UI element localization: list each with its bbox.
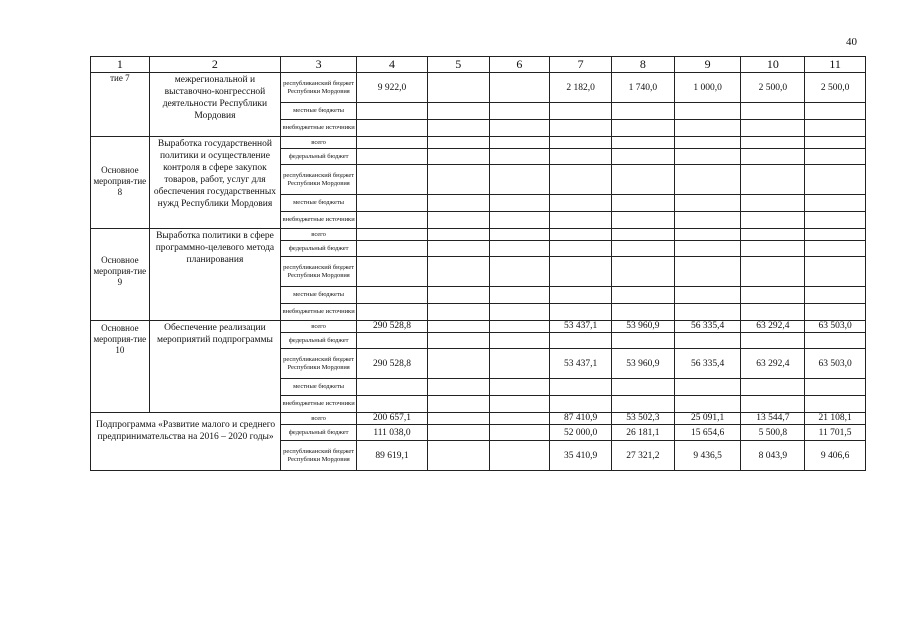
value-cell-c7: 53 437,1 [550, 349, 612, 379]
value-cell-c9: 56 335,4 [674, 349, 741, 379]
value-cell-c10 [741, 229, 805, 241]
value-cell-c7 [550, 229, 612, 241]
value-cell-c4 [357, 333, 428, 349]
value-cell-c6 [489, 321, 550, 333]
funding-source: всего [281, 321, 357, 333]
value-cell-c9 [674, 287, 741, 304]
activity-description: Выработка государственной политики и осуществление контроля в сфере закупок товаров, работ, услуг для обеспечения государственных нужд Республики Мордовия [149, 137, 281, 229]
value-cell-c5 [427, 425, 489, 441]
header-cell: 8 [611, 57, 674, 73]
funding-source: республиканский бюджет Республики Мордовия [281, 165, 357, 195]
value-cell-c4: 200 657,1 [357, 413, 428, 425]
table-row [91, 73, 866, 103]
value-cell-c5 [427, 349, 489, 379]
value-cell-c11 [805, 165, 866, 195]
value-cell-c11 [805, 379, 866, 396]
funding-source: внебюджетные источники [281, 120, 357, 137]
value-cell-c9 [674, 103, 741, 120]
value-cell-c4 [357, 149, 428, 165]
value-cell-c10 [741, 137, 805, 149]
value-cell-c8 [611, 137, 674, 149]
value-cell-c4 [357, 396, 428, 413]
value-cell-c10 [741, 103, 805, 120]
value-cell-c8 [611, 333, 674, 349]
value-cell-c6 [489, 396, 550, 413]
value-cell-c5 [427, 195, 489, 212]
value-cell-c9 [674, 137, 741, 149]
value-cell-c8: 53 502,3 [611, 413, 674, 425]
value-cell-c11 [805, 195, 866, 212]
value-cell-c6 [489, 333, 550, 349]
value-cell-c7 [550, 257, 612, 287]
value-cell-c5 [427, 287, 489, 304]
value-cell-c6 [489, 287, 550, 304]
value-cell-c7 [550, 379, 612, 396]
value-cell-c9 [674, 120, 741, 137]
value-cell-c6 [489, 120, 550, 137]
funding-source: всего [281, 137, 357, 149]
value-cell-c6 [489, 257, 550, 287]
funding-source: республиканский бюджет Республики Мордовия [281, 441, 357, 471]
value-cell-c10 [741, 241, 805, 257]
value-cell-c9 [674, 165, 741, 195]
value-cell-c9 [674, 379, 741, 396]
value-cell-c8 [611, 149, 674, 165]
funding-source: федеральный бюджет [281, 241, 357, 257]
value-cell-c11 [805, 103, 866, 120]
value-cell-c4 [357, 304, 428, 321]
value-cell-c9: 56 335,4 [674, 321, 741, 333]
value-cell-c11 [805, 137, 866, 149]
value-cell-c11 [805, 396, 866, 413]
value-cell-c9 [674, 212, 741, 229]
funding-source: федеральный бюджет [281, 333, 357, 349]
value-cell-c9 [674, 149, 741, 165]
activity-label: Основное мероприя-тие 9 [91, 229, 150, 321]
value-cell-c9 [674, 333, 741, 349]
value-cell-c9: 15 654,6 [674, 425, 741, 441]
value-cell-c8 [611, 229, 674, 241]
value-cell-c5 [427, 257, 489, 287]
table-row [91, 413, 866, 425]
value-cell-c6 [489, 165, 550, 195]
value-cell-c4 [357, 229, 428, 241]
value-cell-c7 [550, 165, 612, 195]
funding-source: республиканский бюджет Республики Мордовия [281, 257, 357, 287]
value-cell-c4: 89 619,1 [357, 441, 428, 471]
funding-source: местные бюджеты [281, 103, 357, 120]
value-cell-c6 [489, 349, 550, 379]
value-cell-c8 [611, 195, 674, 212]
value-cell-c5 [427, 137, 489, 149]
funding-source: федеральный бюджет [281, 425, 357, 441]
value-cell-c9: 1 000,0 [674, 73, 741, 103]
value-cell-c8: 1 740,0 [611, 73, 674, 103]
value-cell-c5 [427, 304, 489, 321]
funding-source: местные бюджеты [281, 287, 357, 304]
value-cell-c10: 2 500,0 [741, 73, 805, 103]
value-cell-c5 [427, 212, 489, 229]
value-cell-c7 [550, 333, 612, 349]
value-cell-c11 [805, 333, 866, 349]
funding-source: внебюджетные источники [281, 304, 357, 321]
value-cell-c11: 2 500,0 [805, 73, 866, 103]
value-cell-c8 [611, 212, 674, 229]
value-cell-c8 [611, 165, 674, 195]
value-cell-c10 [741, 396, 805, 413]
funding-source: внебюджетные источники [281, 212, 357, 229]
value-cell-c6 [489, 229, 550, 241]
funding-source: местные бюджеты [281, 379, 357, 396]
value-cell-c10 [741, 287, 805, 304]
value-cell-c5 [427, 229, 489, 241]
value-cell-c5 [427, 241, 489, 257]
value-cell-c11: 63 503,0 [805, 321, 866, 333]
value-cell-c6 [489, 73, 550, 103]
value-cell-c7 [550, 304, 612, 321]
value-cell-c8: 26 181,1 [611, 425, 674, 441]
value-cell-c6 [489, 425, 550, 441]
value-cell-c9 [674, 304, 741, 321]
value-cell-c7 [550, 195, 612, 212]
value-cell-c4 [357, 212, 428, 229]
value-cell-c10 [741, 212, 805, 229]
value-cell-c7: 2 182,0 [550, 73, 612, 103]
value-cell-c7 [550, 287, 612, 304]
value-cell-c7 [550, 103, 612, 120]
header-cell: 2 [149, 57, 281, 73]
value-cell-c9 [674, 396, 741, 413]
value-cell-c6 [489, 137, 550, 149]
value-cell-c4: 290 528,8 [357, 349, 428, 379]
funding-source: федеральный бюджет [281, 149, 357, 165]
header-cell: 4 [357, 57, 428, 73]
activity-description: Выработка политики в сфере программно-целевого метода планирования [149, 229, 281, 321]
header-cell: 7 [550, 57, 612, 73]
value-cell-c6 [489, 212, 550, 229]
value-cell-c11 [805, 257, 866, 287]
value-cell-c10: 5 500,8 [741, 425, 805, 441]
value-cell-c4: 111 038,0 [357, 425, 428, 441]
page-number: 40 [846, 36, 857, 48]
value-cell-c4 [357, 103, 428, 120]
value-cell-c4: 9 922,0 [357, 73, 428, 103]
value-cell-c7 [550, 120, 612, 137]
value-cell-c8: 53 960,9 [611, 349, 674, 379]
value-cell-c10 [741, 333, 805, 349]
value-cell-c9 [674, 241, 741, 257]
value-cell-c11 [805, 287, 866, 304]
funding-source: всего [281, 229, 357, 241]
value-cell-c5 [427, 379, 489, 396]
value-cell-c5 [427, 333, 489, 349]
value-cell-c8 [611, 241, 674, 257]
value-cell-c11: 63 503,0 [805, 349, 866, 379]
value-cell-c10: 63 292,4 [741, 321, 805, 333]
value-cell-c8 [611, 120, 674, 137]
value-cell-c5 [427, 321, 489, 333]
value-cell-c11: 21 108,1 [805, 413, 866, 425]
header-cell: 1 [91, 57, 150, 73]
value-cell-c8: 27 321,2 [611, 441, 674, 471]
value-cell-c6 [489, 149, 550, 165]
value-cell-c6 [489, 413, 550, 425]
value-cell-c6 [489, 379, 550, 396]
value-cell-c6 [489, 195, 550, 212]
value-cell-c9 [674, 257, 741, 287]
subprogram-title: Подпрограмма «Развитие малого и среднего предпринимательства на 2016 – 2020 годы» [91, 413, 281, 471]
value-cell-c10 [741, 379, 805, 396]
table-row [91, 137, 866, 149]
value-cell-c10 [741, 195, 805, 212]
funding-source: всего [281, 413, 357, 425]
value-cell-c7: 53 437,1 [550, 321, 612, 333]
value-cell-c11 [805, 212, 866, 229]
value-cell-c9 [674, 195, 741, 212]
activity-description: межрегиональной и выставочно-конгрессной деятельности Республики Мордовия [149, 73, 281, 137]
value-cell-c8 [611, 379, 674, 396]
value-cell-c10: 13 544,7 [741, 413, 805, 425]
activity-description: Обеспечение реализации мероприятий подпрограммы [149, 321, 281, 413]
header-cell: 9 [674, 57, 741, 73]
value-cell-c8 [611, 304, 674, 321]
value-cell-c5 [427, 149, 489, 165]
value-cell-c4 [357, 195, 428, 212]
value-cell-c7 [550, 241, 612, 257]
value-cell-c5 [427, 441, 489, 471]
value-cell-c4 [357, 137, 428, 149]
value-cell-c6 [489, 241, 550, 257]
value-cell-c10: 63 292,4 [741, 349, 805, 379]
value-cell-c5 [427, 396, 489, 413]
value-cell-c5 [427, 103, 489, 120]
value-cell-c11: 9 406,6 [805, 441, 866, 471]
header-cell: 6 [489, 57, 550, 73]
value-cell-c11 [805, 304, 866, 321]
value-cell-c10 [741, 304, 805, 321]
value-cell-c7: 52 000,0 [550, 425, 612, 441]
value-cell-c11 [805, 149, 866, 165]
value-cell-c5 [427, 413, 489, 425]
value-cell-c5 [427, 165, 489, 195]
funding-source: внебюджетные источники [281, 396, 357, 413]
value-cell-c7 [550, 396, 612, 413]
funding-source: республиканский бюджет Республики Мордовия [281, 349, 357, 379]
table-row [91, 229, 866, 241]
value-cell-c4 [357, 165, 428, 195]
value-cell-c9: 9 436,5 [674, 441, 741, 471]
table-row [91, 321, 866, 333]
value-cell-c9 [674, 229, 741, 241]
value-cell-c10: 8 043,9 [741, 441, 805, 471]
header-cell: 3 [281, 57, 357, 73]
activity-label: Основное мероприя-тие 10 [91, 321, 150, 413]
value-cell-c4 [357, 120, 428, 137]
header-cell: 5 [427, 57, 489, 73]
value-cell-c7 [550, 137, 612, 149]
value-cell-c7: 35 410,9 [550, 441, 612, 471]
header-row [91, 57, 866, 73]
value-cell-c11 [805, 120, 866, 137]
funding-source: республиканский бюджет Республики Мордовия [281, 73, 357, 103]
value-cell-c6 [489, 441, 550, 471]
value-cell-c10 [741, 257, 805, 287]
header-cell: 10 [741, 57, 805, 73]
activity-label: Основное мероприя-тие 8 [91, 137, 150, 229]
value-cell-c8 [611, 396, 674, 413]
value-cell-c11 [805, 241, 866, 257]
value-cell-c4 [357, 379, 428, 396]
value-cell-c4 [357, 241, 428, 257]
value-cell-c6 [489, 304, 550, 321]
header-cell: 11 [805, 57, 866, 73]
value-cell-c5 [427, 120, 489, 137]
value-cell-c10 [741, 165, 805, 195]
value-cell-c8: 53 960,9 [611, 321, 674, 333]
value-cell-c8 [611, 257, 674, 287]
value-cell-c4 [357, 287, 428, 304]
value-cell-c7 [550, 149, 612, 165]
value-cell-c5 [427, 73, 489, 103]
budget-table [90, 56, 866, 471]
value-cell-c10 [741, 120, 805, 137]
value-cell-c8 [611, 287, 674, 304]
funding-source: местные бюджеты [281, 195, 357, 212]
value-cell-c7: 87 410,9 [550, 413, 612, 425]
value-cell-c10 [741, 149, 805, 165]
value-cell-c4 [357, 257, 428, 287]
value-cell-c7 [550, 212, 612, 229]
value-cell-c4: 290 528,8 [357, 321, 428, 333]
value-cell-c9: 25 091,1 [674, 413, 741, 425]
value-cell-c6 [489, 103, 550, 120]
activity-label: тие 7 [91, 73, 150, 137]
value-cell-c11: 11 701,5 [805, 425, 866, 441]
value-cell-c11 [805, 229, 866, 241]
value-cell-c8 [611, 103, 674, 120]
